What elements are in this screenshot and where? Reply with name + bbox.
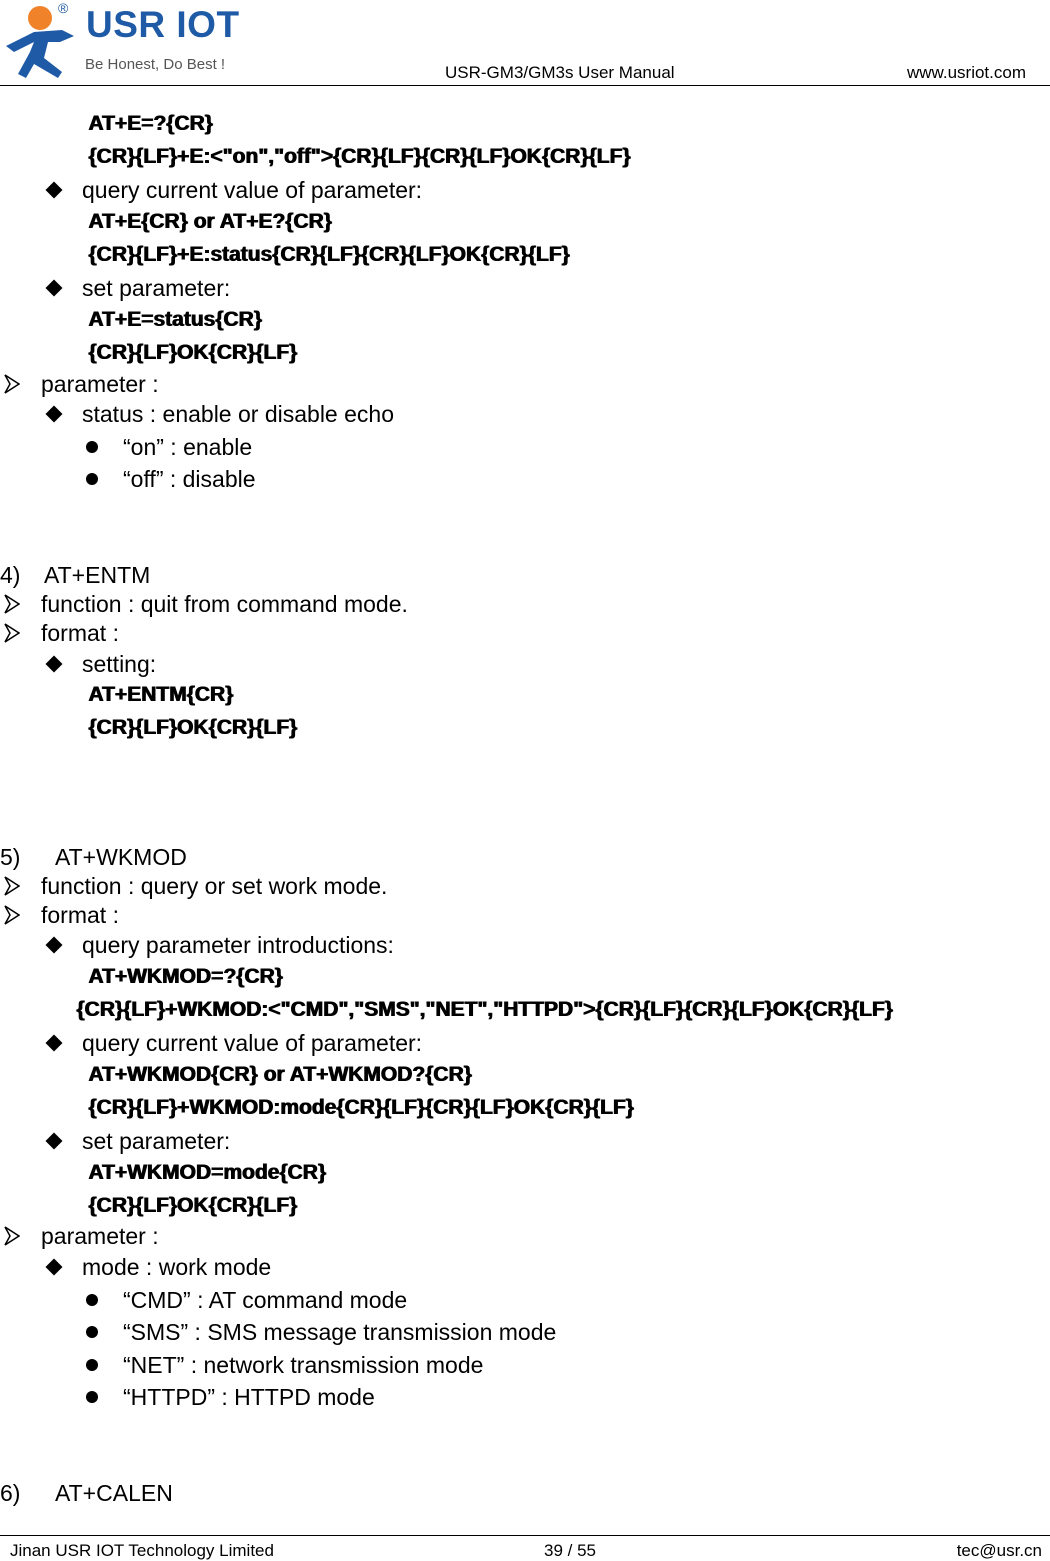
footer-divider — [0, 1535, 1050, 1536]
arrow-bullet-icon — [4, 594, 20, 614]
e-set-command: AT+E=status{CR} — [88, 308, 262, 331]
wkmod-cmd-option: “CMD” : AT command mode — [123, 1287, 408, 1313]
section-title-entm: AT+ENTM — [44, 562, 151, 588]
wkmod-set-command: AT+WKMOD=mode{CR} — [88, 1161, 326, 1184]
wkmod-set-label: set parameter: — [82, 1128, 231, 1154]
arrow-bullet-icon — [4, 905, 20, 925]
wkmod-function: function : query or set work mode. — [41, 873, 388, 899]
dot-bullet-icon — [86, 1359, 98, 1371]
wkmod-current-command: AT+WKMOD{CR} or AT+WKMOD?{CR} — [88, 1063, 472, 1086]
dot-bullet-icon — [86, 473, 98, 485]
arrow-bullet-icon — [4, 1226, 20, 1246]
e-set-response: {CR}{LF}OK{CR}{LF} — [88, 341, 297, 364]
entm-setting-label: setting: — [82, 651, 157, 677]
entm-command: AT+ENTM{CR} — [88, 683, 233, 706]
diamond-bullet-icon — [46, 1133, 63, 1150]
dot-bullet-icon — [86, 1294, 98, 1306]
brand-slogan: Be Honest, Do Best ! — [85, 56, 226, 73]
registered-mark: ® — [58, 0, 69, 16]
wkmod-net-option: “NET” : network transmission mode — [123, 1352, 484, 1378]
dot-bullet-icon — [86, 441, 98, 453]
footer-company: Jinan USR IOT Technology Limited — [10, 1541, 274, 1560]
wkmod-httpd-option: “HTTPD” : HTTPD mode — [123, 1384, 375, 1410]
section-number: 5) — [0, 844, 21, 870]
e-query-command: AT+E=?{CR} — [88, 112, 213, 135]
wkmod-parameter-label: parameter : — [41, 1223, 159, 1249]
page-number: 39 / 55 — [544, 1541, 596, 1560]
wkmod-set-response: {CR}{LF}OK{CR}{LF} — [88, 1194, 297, 1217]
wkmod-current-label: query current value of parameter: — [82, 1030, 423, 1056]
footer-email[interactable]: tec@usr.cn — [956, 1541, 1042, 1560]
wkmod-query-label: query parameter introductions: — [82, 932, 394, 958]
diamond-bullet-icon — [46, 656, 63, 673]
diamond-bullet-icon — [46, 1259, 63, 1276]
manual-title: USR-GM3/GM3s User Manual — [445, 63, 675, 82]
wkmod-mode-description: mode : work mode — [82, 1254, 272, 1280]
dot-bullet-icon — [86, 1326, 98, 1338]
section-title-wkmod: AT+WKMOD — [55, 844, 187, 870]
e-current-command: AT+E{CR} or AT+E?{CR} — [88, 210, 332, 233]
e-set-label: set parameter: — [82, 275, 231, 301]
e-off-option: “off” : disable — [123, 466, 256, 492]
brand-name: USR IOT — [86, 4, 240, 45]
diamond-bullet-icon — [46, 406, 63, 423]
header-divider — [0, 85, 1050, 86]
e-query-response: {CR}{LF}+E:<"on","off">{CR}{LF}{CR}{LF}OK{CR}{LF} — [88, 145, 631, 168]
arrow-bullet-icon — [4, 623, 20, 643]
diamond-bullet-icon — [46, 1035, 63, 1052]
wkmod-query-command: AT+WKMOD=?{CR} — [88, 965, 283, 988]
e-status-description: status : enable or disable echo — [82, 401, 394, 427]
section-title-calen: AT+CALEN — [55, 1480, 173, 1506]
diamond-bullet-icon — [46, 937, 63, 954]
page-header — [0, 0, 1050, 86]
entm-response: {CR}{LF}OK{CR}{LF} — [88, 716, 297, 739]
section-number: 4) — [0, 562, 21, 588]
e-current-response: {CR}{LF}+E:status{CR}{LF}{CR}{LF}OK{CR}{LF} — [88, 243, 570, 266]
e-on-option: “on” : enable — [123, 434, 253, 460]
wkmod-current-response: {CR}{LF}+WKMOD:mode{CR}{LF}{CR}{LF}OK{CR}{LF} — [88, 1096, 634, 1119]
entm-function: function : quit from command mode. — [41, 591, 408, 617]
website-link[interactable]: www.usriot.com — [906, 63, 1026, 82]
diamond-bullet-icon — [46, 280, 63, 297]
arrow-bullet-icon — [4, 374, 20, 394]
entm-format: format : — [41, 620, 119, 646]
dot-bullet-icon — [86, 1391, 98, 1403]
diamond-bullet-icon — [46, 182, 63, 199]
wkmod-query-response: {CR}{LF}+WKMOD:<"CMD","SMS","NET","HTTPD">{CR}{LF}{CR}{LF}OK{CR}{LF} — [76, 998, 893, 1021]
section-number: 6) — [0, 1480, 21, 1506]
wkmod-sms-option: “SMS” : SMS message transmission mode — [123, 1319, 557, 1345]
wkmod-format: format : — [41, 902, 119, 928]
e-current-label: query current value of parameter: — [82, 177, 423, 203]
arrow-bullet-icon — [4, 876, 20, 896]
e-parameter-label: parameter : — [41, 371, 159, 397]
